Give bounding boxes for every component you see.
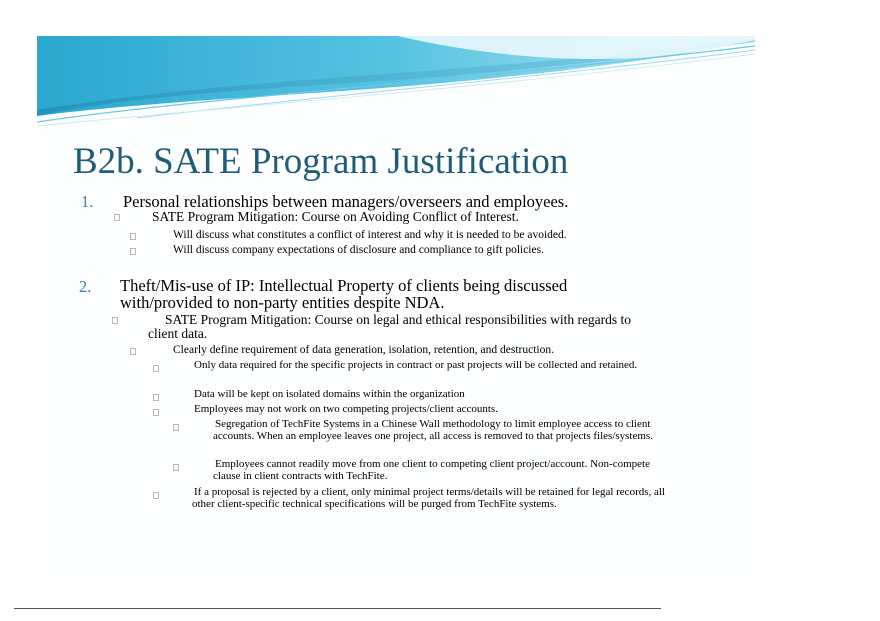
level5-item-text: Employees cannot readily move from one client to competing client project/account. Non-compete clause in client contracts with TechFite. <box>213 458 650 482</box>
bullet-icon <box>130 348 136 355</box>
level4-item-text: Only data required for the specific projects in contract or past projects will be collected and retained. <box>194 359 638 371</box>
level5-item-text: Segregation of TechFite Systems in a Chinese Wall methodology to limit employee access to client accounts. When an employee leaves one project, all access is removed to that projects files/systems. <box>213 418 653 442</box>
sub-sub-item-text: Will discuss company expectations of disclosure and compliance to gift policies. <box>173 244 544 256</box>
item-text-line2: with/provided to non-party entities despite NDA. <box>120 293 445 312</box>
footer-rule <box>14 608 661 609</box>
bullet-icon <box>153 409 159 416</box>
bullet-icon <box>153 394 159 401</box>
sub-item-text-line1: SATE Program Mitigation: Course on legal and ethical responsibilities with regards to <box>165 312 632 327</box>
level4-item-text: If a proposal is rejected by a client, only minimal project terms/details will be retained for legal records, all other client-specific technical specifications will be purged from TechFite systems. <box>192 486 666 510</box>
sub-sub-item-text: Clearly define requirement of data generation, isolation, retention, and destruction. <box>173 344 554 356</box>
bullet-icon <box>130 233 136 240</box>
bullet-icon <box>112 317 118 324</box>
level4-item-text: Employees may not work on two competing projects/client accounts. <box>194 403 498 415</box>
bullet-icon <box>173 424 179 431</box>
item-text-line1: Theft/Mis-use of IP: Intellectual Property of clients being discussed <box>120 276 568 295</box>
bullet-icon <box>114 214 120 221</box>
bullet-icon <box>130 248 136 255</box>
bullet-icon <box>153 492 159 499</box>
sub-item-text: SATE Program Mitigation: Course on Avoiding Conflict of Interest. <box>152 209 519 224</box>
slide-title: B2b. SATE Program Justification <box>73 141 569 182</box>
sub-sub-item-text: Will discuss what constitutes a conflict of interest and why it is needed to be avoided. <box>173 229 567 241</box>
item-text: Personal relationships between managers/overseers and employees. <box>123 192 569 211</box>
bullet-icon <box>173 464 179 471</box>
item-number: 1. <box>81 192 94 211</box>
sub-item-text-line2: client data. <box>148 326 208 341</box>
wave-banner <box>37 36 755 126</box>
item-number: 2. <box>79 277 92 296</box>
level4-item-text: Data will be kept on isolated domains within the organization <box>194 388 465 400</box>
bullet-icon <box>153 365 159 372</box>
